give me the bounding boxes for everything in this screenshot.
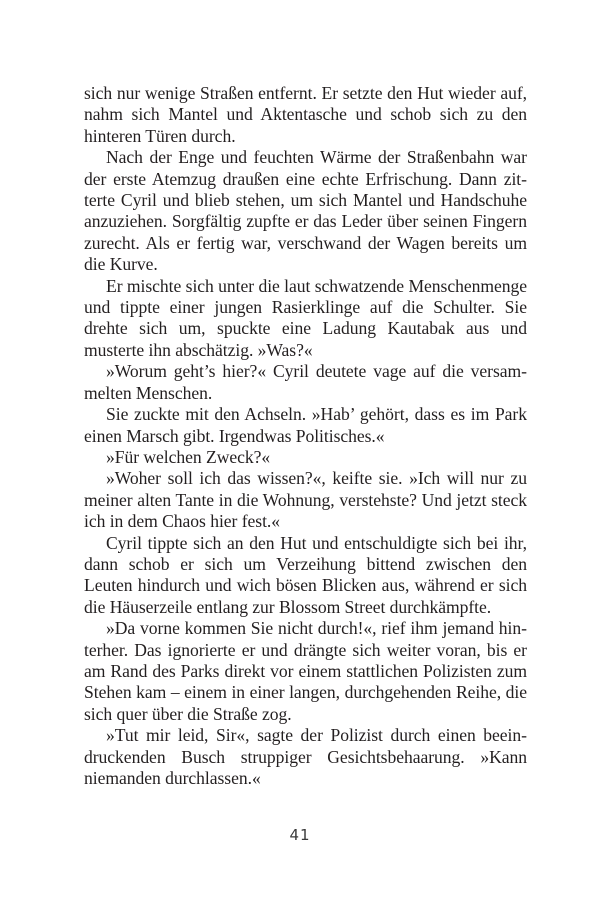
paragraph: Nach der Enge und feuchten Wärme der Straßenbahn war der erste Atemzug draußen eine echte Erfrischung. Dann zitterte Cyril und blieb stehen, um sich Mantel und Handschuhe anzuziehen. Sorgfältig zupfte er das Leder über seinen Fingern zurecht. Als er fertig war, verschwand der Wagen bereits um die Kurve.: [84, 147, 527, 275]
paragraph: Er mischte sich unter die laut schwatzende Menschenmenge und tippte einer jungen Rasierklinge auf die Schulter. Sie drehte sich um, spuckte eine Ladung Kautabak aus und musterte ihn abschätzig. »Was?«: [84, 275, 527, 360]
paragraph: Sie zuckte mit den Achseln. »Hab’ gehört, dass es im Park einen Marsch gibt. Irgendwas Politisches.«: [84, 404, 527, 446]
paragraph: »Tut mir leid, Sir«, sagte der Polizist durch einen beeindruckenden Busch struppiger Gesichtsbehaarung. »Kann niemanden durchlassen.«: [84, 725, 527, 788]
paragraph: »Da vorne kommen Sie nicht durch!«, rief ihm jemand hinterher. Das ignorierte er und drängte sich weiter voran, bis er am Rand des Parks direkt vor einem stattlichen Polizisten zum Stehen kam – einem in einer langen, durchgehenden Reihe, die sich quer über die Straße zog.: [84, 618, 527, 724]
paragraph: »Worum geht’s hier?« Cyril deutete vage auf die versammelten Menschen.: [84, 361, 527, 403]
paragraph: Cyril tippte sich an den Hut und entschuldigte sich bei ihr, dann schob er sich um Verzeihung bittend zwischen den Leuten hindurch und wich bösen Blicken aus, während er sich die Häuserzeile entlang zur Blossom Street durchkämpfte.: [84, 532, 527, 617]
paragraph: »Woher soll ich das wissen?«, keifte sie. »Ich will nur zu meiner alten Tante in die Wohnung, verstehste? Und jetzt steck ich in dem Chaos hier fest.«: [84, 468, 527, 532]
body-text: [84, 83, 527, 789]
page-number: 41: [289, 826, 311, 844]
paragraph-continued: sich nur wenige Straßen entfernt. Er setzte den Hut wieder auf, nahm sich Mantel und Aktentasche und schob sich zu den hinteren Türen durch.: [84, 83, 527, 146]
paragraph: »Für welchen Zweck?«: [106, 446, 271, 467]
